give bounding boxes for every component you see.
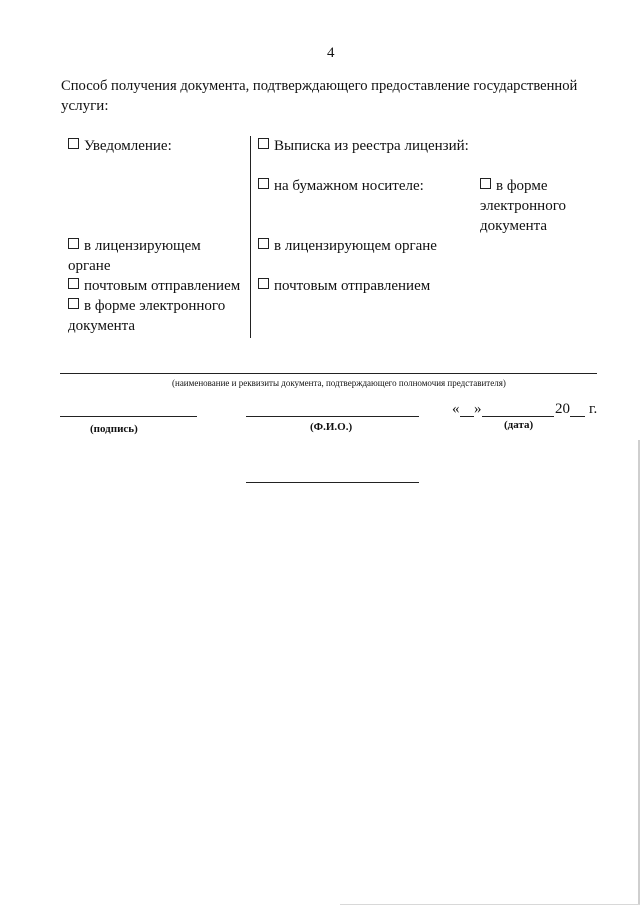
left-electronic-checkbox[interactable] — [68, 298, 79, 309]
name-line[interactable] — [246, 416, 419, 417]
right-mail-checkbox[interactable] — [258, 278, 269, 289]
extract-row — [258, 136, 469, 156]
document-line[interactable] — [60, 373, 597, 374]
extract-label: Выписка из реестра лицензий: — [274, 138, 469, 154]
page-number: 4 — [327, 45, 335, 61]
date-close-quote: » — [474, 401, 482, 417]
paper-checkbox[interactable] — [258, 178, 269, 189]
left-authority-label: в лицензирующем — [84, 238, 201, 254]
right-electronic-row — [480, 176, 547, 196]
left-authority-label-cont: органе — [68, 258, 111, 274]
date-year-prefix: 20 — [555, 401, 570, 417]
heading-line-1: Способ получения документа, подтверждающего предоставление государственной — [61, 78, 578, 94]
date-year-line[interactable] — [570, 416, 585, 417]
right-electronic-checkbox[interactable] — [480, 178, 491, 189]
right-electronic-label-cont-2: документа — [480, 218, 548, 234]
paper-label: на бумажном носителе: — [274, 178, 424, 194]
right-electronic-label: в форме — [496, 178, 548, 194]
right-authority-row — [258, 236, 437, 256]
signature-caption: (подпись) — [90, 423, 138, 435]
right-authority-label: в лицензирующем органе — [274, 238, 437, 254]
date-month-line[interactable] — [482, 416, 554, 417]
date-year-suffix: г. — [589, 401, 598, 417]
notice-label: Уведомление: — [84, 138, 172, 154]
document-caption: (наименование и реквизиты документа, подтверждающего полномочия представителя) — [172, 378, 506, 388]
left-mail-row — [68, 276, 240, 296]
left-authority-row — [68, 236, 201, 256]
left-electronic-label: в форме электронного — [84, 298, 226, 314]
right-mail-row — [258, 276, 430, 296]
left-authority-checkbox[interactable] — [68, 238, 79, 249]
paper-row — [258, 176, 424, 196]
date-day-line[interactable] — [460, 416, 474, 417]
date-open-quote: « — [452, 401, 460, 417]
notice-row — [68, 136, 172, 156]
heading-line-2: услуги: — [61, 98, 109, 114]
left-electronic-label-cont: документа — [68, 318, 136, 334]
left-mail-label: почтовым отправлением — [84, 278, 241, 294]
column-divider — [250, 136, 251, 338]
right-electronic-label-cont-1: электронного — [480, 198, 566, 214]
extra-signature-line[interactable] — [246, 482, 419, 483]
date-caption: (дата) — [504, 419, 534, 431]
right-authority-checkbox[interactable] — [258, 238, 269, 249]
extract-checkbox[interactable] — [258, 138, 269, 149]
right-mail-label: почтовым отправлением — [274, 278, 431, 294]
name-caption: (Ф.И.О.) — [310, 421, 353, 433]
notice-checkbox[interactable] — [68, 138, 79, 149]
left-electronic-row — [68, 296, 225, 316]
signature-line[interactable] — [60, 416, 197, 417]
left-mail-checkbox[interactable] — [68, 278, 79, 289]
